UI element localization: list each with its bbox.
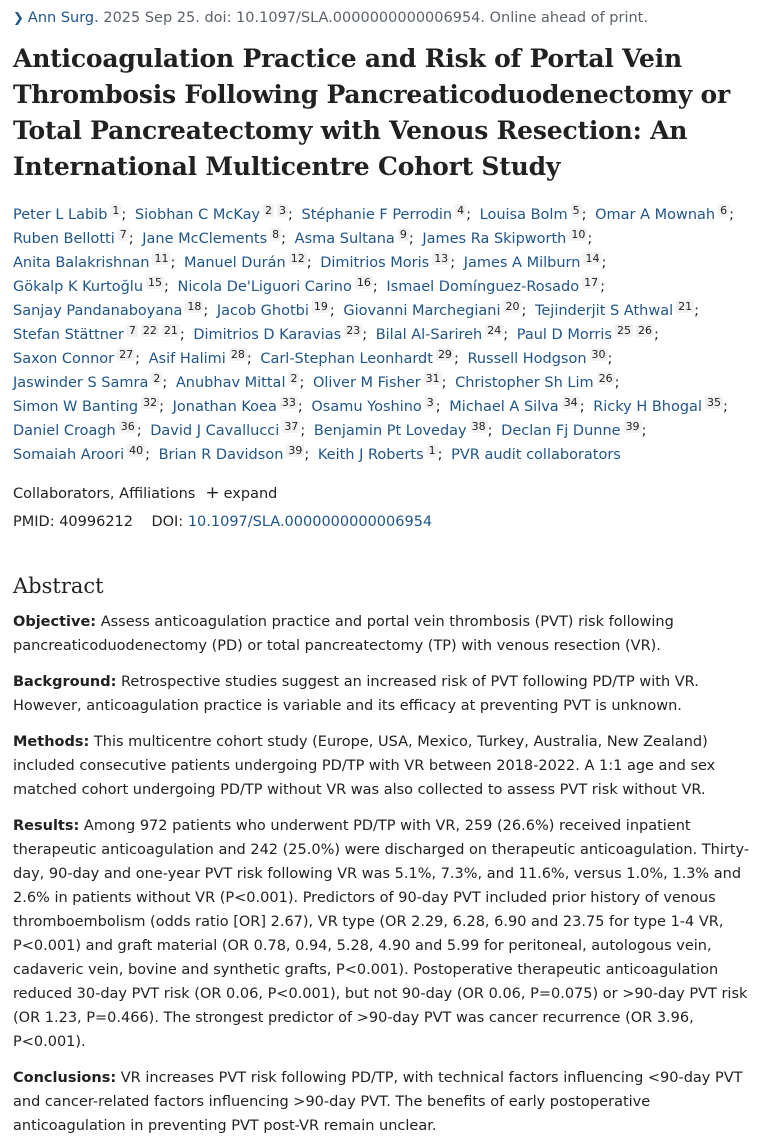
affiliation-number[interactable]: 12 <box>290 252 305 265</box>
author-separator: ; <box>408 231 414 247</box>
author-separator: ; <box>601 255 607 271</box>
author-separator: ; <box>179 327 185 343</box>
author-name-link[interactable]: Giovanni Marchegiani <box>343 303 501 319</box>
author-name-link[interactable]: PVR audit collaborators <box>451 447 621 463</box>
affiliation-number[interactable]: 26 <box>598 372 613 385</box>
affiliation-number[interactable]: 25 <box>616 324 631 337</box>
affiliation-number[interactable]: 3 <box>426 396 434 409</box>
affiliation-number[interactable]: 16 <box>356 276 371 289</box>
article-title: Anticoagulation Practice and Risk of Portal Vein Thrombosis Following Pancreaticoduodenectomy or Total Pancreatectomy with Venous Resection: An International Multicentre Cohort Study <box>13 44 731 181</box>
author-separator: ; <box>581 207 587 223</box>
author-entry[interactable] <box>13 324 180 343</box>
author-entry[interactable] <box>449 396 579 415</box>
author-name-link[interactable]: Keith J Roberts <box>317 447 424 463</box>
affiliation-number[interactable]: 24 <box>487 324 502 337</box>
affiliation-number[interactable]: 37 <box>284 420 299 433</box>
author-name-link[interactable]: Omar A Mownah <box>595 207 716 223</box>
affiliation-number[interactable]: 34 <box>563 396 578 409</box>
author-separator: ; <box>600 279 606 295</box>
author-name-link[interactable]: Asif Halimi <box>148 351 226 367</box>
author-entry[interactable] <box>13 252 170 271</box>
author-separator: ; <box>453 351 459 367</box>
affiliation-number[interactable]: 31 <box>425 372 440 385</box>
author-entry[interactable] <box>593 396 723 415</box>
affiliation-number[interactable]: 2 <box>290 372 298 385</box>
author-separator: ; <box>246 351 252 367</box>
affiliation-number[interactable]: 7 <box>128 324 136 337</box>
affiliation-number[interactable]: 5 <box>572 204 580 217</box>
abstract-heading: Abstract <box>13 574 104 598</box>
author-entry[interactable] <box>13 228 129 247</box>
author-separator: ; <box>162 375 168 391</box>
author-name-link[interactable]: Simon W Banting <box>13 399 139 415</box>
author-entry[interactable] <box>142 228 281 247</box>
author-separator: ; <box>362 327 368 343</box>
author-name-link[interactable]: Nicola De'Liguori Carino <box>177 279 352 295</box>
author-entry[interactable] <box>595 204 729 223</box>
plus-icon[interactable]: + <box>205 483 220 503</box>
author-separator: ; <box>304 447 310 463</box>
author-name-link[interactable]: Peter L Labib <box>13 207 108 223</box>
affiliation-number[interactable]: 26 <box>637 324 652 337</box>
abstract-section-label: Conclusions: <box>13 1070 117 1086</box>
author-entry[interactable] <box>175 372 300 391</box>
author-name-link[interactable]: Somaiah Aroori <box>13 447 125 463</box>
affiliation-number[interactable]: 28 <box>230 348 245 361</box>
author-entry[interactable] <box>13 276 164 295</box>
abstract-section-label: Background: <box>13 674 117 690</box>
author-separator: ; <box>159 399 164 415</box>
author-name-link[interactable]: Jane McClements <box>142 231 268 247</box>
author-name-link[interactable]: Stéphanie F Perrodin <box>301 207 453 223</box>
affiliation-number[interactable]: 40 <box>129 444 144 457</box>
affiliation-number[interactable]: 1 <box>428 444 436 457</box>
author-name-link[interactable]: Louisa Bolm <box>479 207 568 223</box>
author-entry[interactable] <box>317 444 438 463</box>
affiliation-number[interactable]: 19 <box>313 300 328 313</box>
author-list <box>13 203 750 467</box>
affiliation-number[interactable]: 2 <box>265 204 273 217</box>
author-entry[interactable] <box>312 372 442 391</box>
affiliation-number[interactable]: 22 <box>142 324 157 337</box>
author-separator: ; <box>135 351 140 367</box>
author-name-link[interactable]: Ismael Domínguez-Rosado <box>386 279 580 295</box>
author-separator: ; <box>299 375 305 391</box>
author-separator: ; <box>297 399 303 415</box>
author-separator: ; <box>306 255 312 271</box>
author-separator: ; <box>641 423 647 439</box>
author-separator: ; <box>372 279 378 295</box>
affiliation-number[interactable]: 36 <box>120 420 135 433</box>
author-separator: ; <box>466 207 472 223</box>
abstract-section <box>13 610 750 658</box>
author-entry[interactable] <box>150 420 300 439</box>
author-separator: ; <box>579 399 585 415</box>
author-entry[interactable] <box>463 252 602 271</box>
author-entry[interactable] <box>422 228 587 247</box>
author-entry[interactable] <box>183 252 307 271</box>
author-entry[interactable] <box>216 300 330 319</box>
author-entry[interactable] <box>479 204 582 223</box>
author-name-link[interactable]: Ruben Bellotti <box>13 231 115 247</box>
author-name-link[interactable]: Anita Balakrishnan <box>13 255 150 271</box>
abstract-section-label: Methods: <box>13 734 90 750</box>
author-separator: ; <box>164 279 169 295</box>
abstract-section-text: VR increases PVT risk following PD/TP, with technical factors influencing <90-day PVT and cancer-related factors influencing >90-day PVT. The benefits of early postoperative anticoagulation in preventing PVT post-VR remain unclear. <box>13 1070 743 1134</box>
chevron-right-icon: ❯ <box>13 11 24 26</box>
affiliation-number[interactable]: 27 <box>119 348 134 361</box>
author-entry[interactable] <box>158 444 305 463</box>
author-entry[interactable] <box>177 276 373 295</box>
affiliation-number[interactable]: 39 <box>288 444 303 457</box>
abstract-section <box>13 814 750 1054</box>
author-name-link[interactable]: Carl-Stephan Leonhardt <box>260 351 433 367</box>
author-separator: ; <box>329 303 335 319</box>
author-separator: ; <box>521 303 527 319</box>
affiliation-number[interactable]: 9 <box>399 228 407 241</box>
affiliation-number[interactable]: 15 <box>148 276 163 289</box>
author-name-link[interactable]: Jaswinder S Samra <box>13 375 149 391</box>
affiliation-number[interactable]: 8 <box>272 228 280 241</box>
author-entry[interactable] <box>13 396 159 415</box>
author-name-link[interactable]: Anubhav Mittal <box>175 375 286 391</box>
author-name-link[interactable]: Russell Hodgson <box>467 351 587 367</box>
author-name-link[interactable]: Benjamin Pt Loveday <box>313 423 467 439</box>
author-entry[interactable] <box>455 372 615 391</box>
affiliation-number[interactable]: 2 <box>153 372 161 385</box>
author-entry[interactable] <box>193 324 362 343</box>
collaborators-label[interactable]: Collaborators, Affiliations <box>13 486 196 502</box>
abstract-section-text: Assess anticoagulation practice and portal vein thrombosis (PVT) risk following pancreaticoduodenectomy (PD) or total pancreatectomy (TP) with venous resection (VR). <box>13 614 674 654</box>
author-entry[interactable] <box>172 396 298 415</box>
author-entry[interactable] <box>13 420 137 439</box>
author-name-link[interactable]: Siobhan C McKay <box>134 207 261 223</box>
author-name-link[interactable]: Declan Fj Dunne <box>501 423 621 439</box>
author-name-link[interactable]: Dimitrios D Karavias <box>193 327 342 343</box>
affiliation-number[interactable]: 13 <box>434 252 449 265</box>
author-name-link[interactable]: Paul D Morris <box>516 327 612 343</box>
affiliation-number[interactable]: 3 <box>279 204 287 217</box>
citation-line <box>13 0 750 29</box>
journal-link[interactable]: Ann Surg. <box>27 10 99 26</box>
author-entry[interactable] <box>260 348 454 367</box>
author-name-link[interactable]: Asma Sultana <box>294 231 395 247</box>
author-entry[interactable] <box>148 348 247 367</box>
author-separator: ; <box>300 423 306 439</box>
doi-label: DOI: <box>151 514 184 530</box>
author-name-link[interactable]: Osamu Yoshino <box>311 399 422 415</box>
affiliation-number[interactable]: 30 <box>591 348 606 361</box>
affiliation-number[interactable]: 1 <box>112 204 120 217</box>
author-name-link[interactable]: Daniel Croagh <box>13 423 116 439</box>
author-separator: ; <box>435 399 441 415</box>
affiliation-number[interactable]: 20 <box>505 300 520 313</box>
author-name-link[interactable]: Brian R Davidson <box>158 447 284 463</box>
author-separator: ; <box>607 351 613 367</box>
author-name-link[interactable]: Bilal Al-Sarireh <box>375 327 483 343</box>
author-entry[interactable] <box>451 447 621 463</box>
author-name-link[interactable]: Ricky H Bhogal <box>593 399 702 415</box>
author-entry[interactable] <box>375 324 504 343</box>
author-separator: ; <box>587 231 593 247</box>
author-name-link[interactable]: Dimitrios Moris <box>320 255 430 271</box>
author-separator: ; <box>487 423 493 439</box>
author-separator: ; <box>288 207 293 223</box>
author-name-link[interactable]: Christopher Sh Lim <box>455 375 594 391</box>
author-entry[interactable] <box>311 396 435 415</box>
collaborators-affiliations-toggle[interactable] <box>13 481 750 506</box>
author-entry[interactable] <box>343 300 521 319</box>
author-name-link[interactable]: David J Cavallucci <box>150 423 280 439</box>
author-separator: ; <box>136 423 142 439</box>
author-entry[interactable] <box>313 420 488 439</box>
author-name-link[interactable]: Jacob Ghotbi <box>216 303 309 319</box>
affiliation-number[interactable]: 32 <box>143 396 158 409</box>
abstract-section-text: This multicentre cohort study (Europe, USA, Mexico, Turkey, Australia, New Zealand) included consecutive patients undergoing PD/TP with VR between 2018-2022. A 1:1 age and sex matched cohort undergoing PD/TP without VR was also collected to assess PVT risk without VR. <box>13 734 716 798</box>
author-separator: ; <box>203 303 209 319</box>
author-separator: ; <box>281 231 287 247</box>
author-entry[interactable] <box>386 276 600 295</box>
author-separator: ; <box>503 327 509 343</box>
citation-details: 2025 Sep 25. doi: 10.1097/SLA.0000000000006954. Online ahead of print. <box>98 10 648 26</box>
abstract-section <box>13 730 750 802</box>
author-entry[interactable] <box>301 204 467 223</box>
affiliation-number[interactable]: 23 <box>346 324 361 337</box>
author-name-link[interactable]: Oliver M Fisher <box>312 375 421 391</box>
author-entry[interactable] <box>534 300 694 319</box>
author-entry[interactable] <box>516 324 654 343</box>
author-separator: ; <box>450 255 456 271</box>
affiliation-number[interactable]: 35 <box>706 396 721 409</box>
affiliation-number[interactable]: 29 <box>437 348 452 361</box>
author-name-link[interactable]: James Ra Skipworth <box>422 231 567 247</box>
abstract-section-label: Results: <box>13 818 80 834</box>
affiliation-number[interactable]: 11 <box>154 252 169 265</box>
author-separator: ; <box>653 327 659 343</box>
author-name-link[interactable]: Saxon Connor <box>13 351 115 367</box>
author-entry[interactable] <box>320 252 450 271</box>
author-name-link[interactable]: Michael A Silva <box>449 399 559 415</box>
author-name-link[interactable]: Tejinderjit S Athwal <box>534 303 674 319</box>
author-separator: ; <box>121 207 127 223</box>
affiliation-number[interactable]: 39 <box>625 420 640 433</box>
abstract-body <box>13 610 750 1138</box>
author-entry[interactable] <box>13 444 145 463</box>
expand-label[interactable]: expand <box>223 486 278 502</box>
author-entry[interactable] <box>294 228 409 247</box>
affiliation-number[interactable]: 38 <box>471 420 486 433</box>
pmid-value: 40996212 <box>59 514 134 530</box>
affiliation-number[interactable]: 10 <box>571 228 586 241</box>
author-entry[interactable] <box>13 348 135 367</box>
affiliation-number[interactable]: 18 <box>187 300 202 313</box>
doi-link[interactable]: 10.1097/SLA.0000000000006954 <box>187 514 433 530</box>
author-entry[interactable] <box>13 204 121 223</box>
affiliation-number[interactable]: 7 <box>119 228 127 241</box>
author-name-link[interactable]: Sanjay Pandanaboyana <box>13 303 183 319</box>
author-separator: ; <box>441 375 447 391</box>
author-name-link[interactable]: Jonathan Koea <box>172 399 277 415</box>
affiliation-number[interactable]: 17 <box>584 276 599 289</box>
author-entry[interactable] <box>134 204 288 223</box>
abstract-section <box>13 670 750 718</box>
author-separator: ; <box>614 375 620 391</box>
author-name-link[interactable]: Manuel Durán <box>183 255 286 271</box>
author-name-link[interactable]: James A Milburn <box>463 255 581 271</box>
author-separator: ; <box>722 399 728 415</box>
author-entry[interactable] <box>501 420 641 439</box>
author-separator: ; <box>694 303 700 319</box>
author-separator: ; <box>145 447 150 463</box>
author-name-link[interactable]: Gökalp K Kurtoğlu <box>13 279 144 295</box>
author-entry[interactable] <box>13 300 203 319</box>
author-entry[interactable] <box>467 348 607 367</box>
identifiers <box>13 510 750 534</box>
affiliation-number[interactable]: 21 <box>678 300 693 313</box>
author-entry[interactable] <box>13 372 162 391</box>
author-separator: ; <box>729 207 734 223</box>
affiliation-number[interactable]: 14 <box>585 252 600 265</box>
author-separator: ; <box>170 255 176 271</box>
affiliation-number[interactable]: 6 <box>720 204 728 217</box>
author-separator: ; <box>128 231 134 247</box>
affiliation-number[interactable]: 21 <box>163 324 178 337</box>
author-name-link[interactable]: Stefan Stättner <box>13 327 124 343</box>
pmid-label: PMID: <box>13 514 55 530</box>
abstract-section-text: Among 972 patients who underwent PD/TP with VR, 259 (26.6%) received inpatient therapeutic anticoagulation and 242 (25.0%) were discharged on therapeutic anticoagulation. Thirty-day, 90-day and one-year PVT risk following VR was 5.1%, 7.3%, and 11.6%, versus 1.0%, 1.3% and 2.6% in patients without VR (P<0.001). Predictors of 90-day PVT included prior history of venous thromboembolism (odds ratio [OR] 2.67), VR type (OR 2.29, 6.28, 6.90 and 23.75 for type 1-4 VR, P<0.001) and graft material (OR 0.78, 0.94, 5.28, 4.90 and 5.99 for peritoneal, autologous vein, cadaveric vein, bovine and synthetic grafts, P<0.001). Postoperative therapeutic anticoagulation reduced 30-day PVT risk (OR 0.06, P<0.001), but not 90-day (OR 0.06, P=0.075) or >90-day PVT risk (OR 1.23, P=0.466). The strongest predictor of >90-day PVT was cancer recurrence (OR 3.96, P<0.001). <box>13 818 750 1050</box>
abstract-section-text: Retrospective studies suggest an increased risk of PVT following PD/TP with VR. However, anticoagulation practice is variable and its efficacy at preventing PVT is unknown. <box>13 674 699 714</box>
affiliation-number[interactable]: 4 <box>457 204 465 217</box>
affiliation-number[interactable]: 33 <box>281 396 296 409</box>
abstract-section-label: Objective: <box>13 614 97 630</box>
author-separator: ; <box>437 447 443 463</box>
abstract-section <box>13 1066 750 1138</box>
